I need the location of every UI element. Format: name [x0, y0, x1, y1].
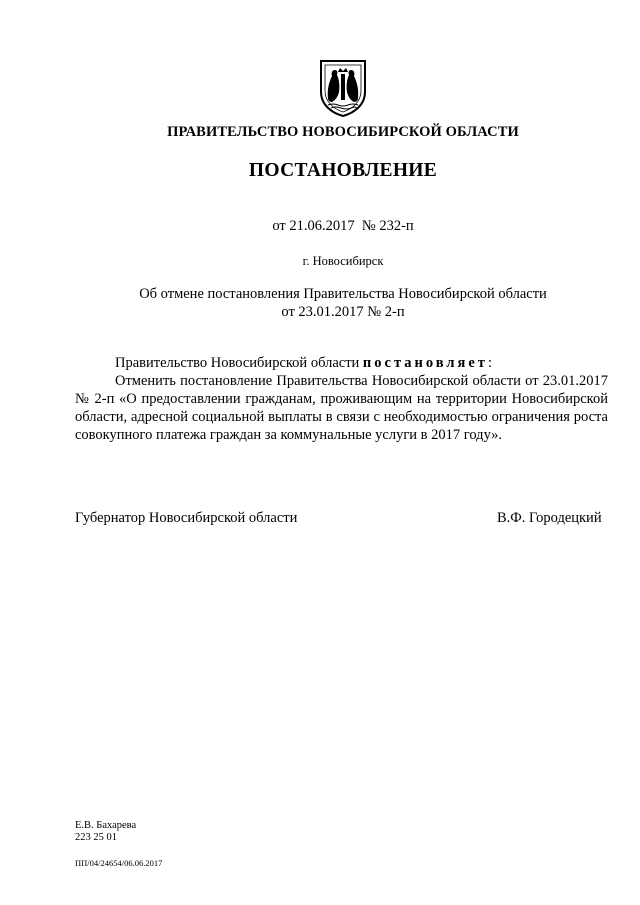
date-prefix: от	[272, 218, 286, 234]
intro-colon: :	[487, 355, 492, 371]
executor-name: Е.В. Бахарева	[75, 820, 137, 831]
signatory-name: В.Ф. Городецкий	[497, 510, 602, 526]
subject-line-2: от 23.01.2017 № 2-п	[281, 304, 405, 320]
main-paragraph: Отменить постановление Правительства Новосибирской области от 23.01.2017 № 2-п «О предоставлении гражданам, проживающим на территории Новосибирской области, адресной социальной выплаты в связи с необходимостью ограничения роста совокупного платежа граждан за коммунальные услуги в 2017 году».	[75, 373, 608, 443]
document-number: № 232-п	[361, 218, 414, 234]
date-number-line	[0, 218, 640, 235]
signatory-title: Губернатор Новосибирской области	[75, 510, 298, 526]
subject-line-1: Об отмене постановления Правительства Новосибирской области	[139, 286, 547, 302]
document-subject	[60, 285, 626, 321]
document-date: 21.06.2017	[289, 218, 355, 234]
organization-name: ПРАВИТЕЛЬСТВО НОВОСИБИРСКОЙ ОБЛАСТИ	[167, 124, 519, 140]
document-body	[75, 354, 608, 444]
executor-phone: 223 25 01	[75, 832, 117, 843]
intro-text: Правительство Новосибирской области	[115, 355, 360, 371]
decree-word: постановляет	[362, 355, 488, 371]
document-type: ПОСТАНОВЛЕНИЕ	[248, 160, 438, 181]
intro-paragraph	[75, 354, 608, 372]
executor-info	[75, 820, 136, 844]
coat-of-arms-icon	[318, 58, 368, 118]
registration-number: ПП/04/24654/06.06.2017	[75, 858, 163, 868]
city: г. Новосибирск	[302, 254, 384, 268]
